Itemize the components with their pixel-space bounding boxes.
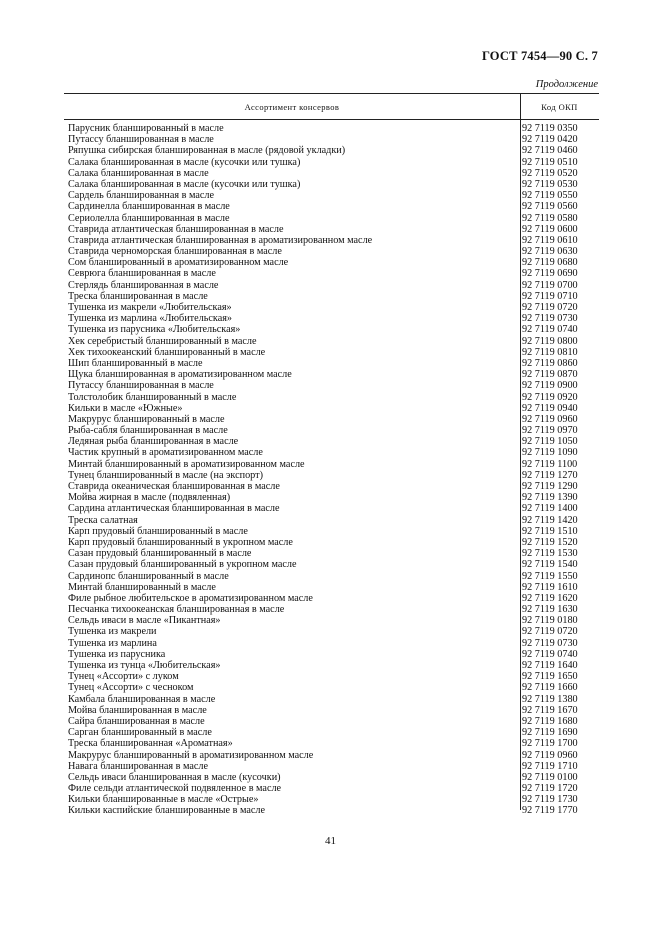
okp-code: 92 7119 0730 <box>522 313 578 325</box>
okp-code: 92 7119 1390 <box>522 492 578 504</box>
table-row <box>64 157 599 168</box>
table-row <box>64 369 599 380</box>
okp-code: 92 7119 0720 <box>522 626 578 638</box>
product-name: Тушенка из парусника <box>68 648 166 660</box>
table-row <box>64 268 599 279</box>
table-row <box>64 682 599 693</box>
product-name: Путассу бланшированная в масле <box>68 134 214 146</box>
table-row <box>64 179 599 190</box>
product-name: Треска салатная <box>68 514 138 526</box>
product-name: Сом бланшированный в ароматизированном масле <box>68 257 289 269</box>
product-name: Минтай бланшированный в ароматизированном масле <box>68 458 305 470</box>
product-name: Хек серебристый бланшированный в масле <box>68 335 257 347</box>
product-name: Сарган бланшированный в масле <box>68 727 212 739</box>
table-row <box>64 414 599 425</box>
okp-code: 92 7119 0860 <box>522 357 578 369</box>
okp-code: 92 7119 0350 <box>522 123 578 134</box>
okp-code: 92 7119 0720 <box>522 302 578 313</box>
okp-code: 92 7119 0730 <box>522 637 578 649</box>
table-row <box>64 660 599 671</box>
product-name: Стерлядь бланшированная в масле <box>68 279 219 291</box>
okp-code: 92 7119 1710 <box>522 760 578 772</box>
okp-code: 92 7119 0630 <box>522 246 578 258</box>
product-name: Минтай бланшированный в масле <box>68 581 216 593</box>
product-name: Ставрида океаническая бланшированная в масле <box>68 481 280 492</box>
okp-code: 92 7119 0580 <box>522 212 578 224</box>
product-name: Сардина атлантическая бланшированная в масле <box>68 503 280 515</box>
product-name: Хек тихоокеанский бланшированный в масле <box>68 346 266 358</box>
okp-code: 92 7119 1400 <box>522 503 578 515</box>
product-name: Филе рыбное любительское в ароматизированном масле <box>68 592 313 604</box>
product-name: Ряпушка сибирская бланшированная в масле (рядовой укладки) <box>68 145 346 157</box>
table-row <box>64 649 599 660</box>
okp-code: 92 7119 0680 <box>522 257 578 269</box>
table-row <box>64 201 599 212</box>
okp-code: 92 7119 1700 <box>522 738 578 750</box>
okp-code: 92 7119 0690 <box>522 268 578 280</box>
okp-code: 92 7119 1640 <box>522 660 578 671</box>
okp-code: 92 7119 1620 <box>522 592 578 604</box>
table-row <box>64 336 599 347</box>
table-row <box>64 190 599 201</box>
table-row <box>64 548 599 559</box>
product-name: Сазан прудовый бланшированный в укропном масле <box>68 559 297 571</box>
product-name: Кильки бланшированные в масле «Острые» <box>68 794 259 806</box>
okp-code: 92 7119 1550 <box>522 570 578 582</box>
table-row <box>64 313 599 324</box>
table-row <box>64 145 599 156</box>
okp-code: 92 7119 1050 <box>522 436 578 448</box>
okp-code: 92 7119 0900 <box>522 380 578 392</box>
product-name: Толстолобик бланшированный в масле <box>68 391 237 403</box>
product-name: Тушенка из макрели <box>68 626 157 638</box>
okp-code: 92 7119 0710 <box>522 290 578 302</box>
table-row <box>64 604 599 615</box>
table-row <box>64 134 599 145</box>
table-row <box>64 794 599 805</box>
okp-code: 92 7119 0960 <box>522 749 578 761</box>
okp-code: 92 7119 1730 <box>522 794 578 806</box>
product-name: Филе сельди атлантической подвяленное в масле <box>68 783 282 795</box>
product-name: Треска бланшированная «Ароматная» <box>68 738 233 750</box>
okp-code: 92 7119 1670 <box>522 704 578 716</box>
product-name: Щука бланшированная в ароматизированном масле <box>68 369 292 381</box>
okp-code: 92 7119 0940 <box>522 402 578 414</box>
table-row <box>64 716 599 727</box>
table-row <box>64 392 599 403</box>
product-name: Карп прудовый бланшированный в укропном масле <box>68 536 293 548</box>
product-name: Сайра бланшированная в масле <box>68 715 205 727</box>
okp-code: 92 7119 0560 <box>522 201 578 213</box>
product-name: Рыба-сабля бланшированная в масле <box>68 425 228 437</box>
okp-code: 92 7119 0420 <box>522 134 578 146</box>
okp-code: 92 7119 0550 <box>522 190 578 202</box>
product-name: Салака бланшированная в масле (кусочки или тушка) <box>68 178 301 190</box>
table-row <box>64 582 599 593</box>
okp-code: 92 7119 1650 <box>522 671 578 683</box>
okp-code: 92 7119 1540 <box>522 559 578 571</box>
table-row <box>64 481 599 492</box>
document-header: ГОСТ 7454—90 С. 7 <box>481 49 598 63</box>
okp-code: 92 7119 1630 <box>522 604 578 616</box>
product-name: Парусник бланшированный в масле <box>68 123 224 134</box>
okp-code: 92 7119 1660 <box>522 682 578 694</box>
table-row <box>64 638 599 649</box>
okp-code: 92 7119 0700 <box>522 279 578 291</box>
product-name: Мойва бланшированная в масле <box>68 704 207 716</box>
product-name: Мойва жирная в масле (подвяленная) <box>68 492 231 504</box>
okp-code: 92 7119 0920 <box>522 391 578 403</box>
okp-code: 92 7119 0520 <box>522 167 578 179</box>
product-name: Частик крупный в ароматизированном масле <box>68 447 263 459</box>
okp-code: 92 7119 1610 <box>522 581 578 593</box>
product-name: Камбала бланшированная в масле <box>68 693 216 705</box>
okp-code: 92 7119 1100 <box>522 458 578 470</box>
product-name: Кильки в масле «Южные» <box>68 402 183 414</box>
product-name: Салака бланшированная в масле (кусочки или тушка) <box>68 156 301 168</box>
product-name: Сериолелла бланшированная в масле <box>68 212 230 224</box>
okp-code: 92 7119 1380 <box>522 693 578 705</box>
okp-code: 92 7119 0510 <box>522 156 578 168</box>
product-name: Сазан прудовый бланшированный в масле <box>68 548 252 560</box>
table-row <box>64 503 599 514</box>
table-row <box>64 224 599 235</box>
column-header-code: Код ОКП <box>541 101 578 112</box>
okp-code: 92 7119 1510 <box>522 525 578 537</box>
table-row <box>64 772 599 783</box>
okp-code: 92 7119 0610 <box>522 234 578 246</box>
table-row <box>64 291 599 302</box>
okp-code: 92 7119 0810 <box>522 346 578 358</box>
okp-code: 92 7119 0100 <box>522 771 578 783</box>
product-name: Тунец «Ассорти» с чесноком <box>68 682 194 694</box>
table-row <box>64 347 599 358</box>
okp-code: 92 7119 1290 <box>522 481 578 492</box>
table-row <box>64 694 599 705</box>
product-name: Шип бланшированный в масле <box>68 357 203 369</box>
table-row <box>64 750 599 761</box>
table-row <box>64 515 599 526</box>
table-row <box>64 805 599 816</box>
product-name: Сардель бланшированная в масле <box>68 190 214 202</box>
product-name: Сардинелла бланшированная в масле <box>68 201 230 213</box>
table-row <box>64 571 599 582</box>
okp-code: 92 7119 1090 <box>522 447 578 459</box>
table-row <box>64 324 599 335</box>
table-row <box>64 280 599 291</box>
product-name: Тунец бланшированный в масле (на экспорт) <box>68 469 263 481</box>
product-name: Сардинопс бланшированный в масле <box>68 570 229 582</box>
table-row <box>64 615 599 626</box>
table-row <box>64 537 599 548</box>
product-name: Ставрида атлантическая бланшированная в масле <box>68 223 284 235</box>
product-name: Путассу бланшированная в масле <box>68 380 214 392</box>
table-body <box>64 120 599 817</box>
table-row <box>64 526 599 537</box>
table-row <box>64 447 599 458</box>
okp-code: 92 7119 0960 <box>522 413 578 425</box>
product-name: Тушенка из тунца «Любительская» <box>68 660 221 671</box>
product-name: Тушенка из марлина <box>68 637 157 649</box>
table-row <box>64 626 599 637</box>
okp-code: 92 7119 0970 <box>522 425 578 437</box>
table-row <box>64 425 599 436</box>
table-header <box>64 93 599 120</box>
table-row <box>64 761 599 772</box>
product-name: Севрюга бланшированная в масле <box>68 268 216 280</box>
table-row <box>64 671 599 682</box>
okp-code: 92 7119 0800 <box>522 335 578 347</box>
product-name: Кильки каспийские бланшированные в масле <box>68 805 265 817</box>
table-row <box>64 168 599 179</box>
product-name: Макрурус бланшированный в ароматизированном масле <box>68 749 314 761</box>
product-name: Тушенка из марлина «Любительская» <box>68 313 232 325</box>
table-row <box>64 246 599 257</box>
table-row <box>64 403 599 414</box>
product-name: Макрурус бланшированный в масле <box>68 413 225 425</box>
table-row <box>64 705 599 716</box>
okp-code: 92 7119 0740 <box>522 324 578 336</box>
table-row <box>64 559 599 570</box>
okp-code: 92 7119 0740 <box>522 648 578 660</box>
table-row <box>64 358 599 369</box>
okp-code: 92 7119 1770 <box>522 805 578 817</box>
table-row <box>64 235 599 246</box>
okp-code: 92 7119 1680 <box>522 715 578 727</box>
okp-code: 92 7119 0530 <box>522 178 578 190</box>
product-name: Ставрида атлантическая бланшированная в ароматизированном масле <box>68 234 373 246</box>
okp-code: 92 7119 0870 <box>522 369 578 381</box>
table-row <box>64 213 599 224</box>
product-name: Карп прудовый бланшированный в масле <box>68 525 248 537</box>
product-name: Навага бланшированная в масле <box>68 760 209 772</box>
continuation-label: Продолжение <box>535 79 598 90</box>
table-row <box>64 783 599 794</box>
product-name: Сельдь иваси бланшированная в масле (кусочки) <box>68 771 281 783</box>
table-row <box>64 727 599 738</box>
table-row <box>64 302 599 313</box>
page-number: 41 <box>325 835 336 847</box>
table-row <box>64 436 599 447</box>
table-row <box>64 459 599 470</box>
table-row <box>64 738 599 749</box>
okp-code: 92 7119 1520 <box>522 536 578 548</box>
table-row <box>64 123 599 134</box>
table-row <box>64 593 599 604</box>
okp-code: 92 7119 0180 <box>522 615 578 627</box>
column-header-assortment: Ассортимент консервов <box>64 94 521 119</box>
okp-code: 92 7119 0460 <box>522 145 578 157</box>
product-name: Салака бланшированная в масле <box>68 167 209 179</box>
okp-code: 92 7119 1720 <box>522 783 578 795</box>
table-row <box>64 380 599 391</box>
assortment-table <box>64 93 599 817</box>
product-name: Тунец «Ассорти» с луком <box>68 671 179 683</box>
okp-code: 92 7119 1690 <box>522 727 578 739</box>
okp-code: 92 7119 1420 <box>522 514 578 526</box>
okp-code: 92 7119 1270 <box>522 469 578 481</box>
product-name: Ставрида черноморская бланшированная в масле <box>68 246 282 258</box>
okp-code: 92 7119 0600 <box>522 223 578 235</box>
table-row <box>64 257 599 268</box>
table-row <box>64 492 599 503</box>
table-row <box>64 470 599 481</box>
product-name: Треска бланшированная в масле <box>68 290 208 302</box>
product-name: Сельдь иваси в масле «Пикантная» <box>68 615 221 627</box>
product-name: Тушенка из парусника «Любительская» <box>68 324 241 336</box>
product-name: Тушенка из макрели «Любительская» <box>68 302 232 313</box>
product-name: Ледяная рыба бланшированная в масле <box>68 436 239 448</box>
product-name: Песчанка тихоокеанская бланшированная в масле <box>68 604 285 616</box>
okp-code: 92 7119 1530 <box>522 548 578 560</box>
